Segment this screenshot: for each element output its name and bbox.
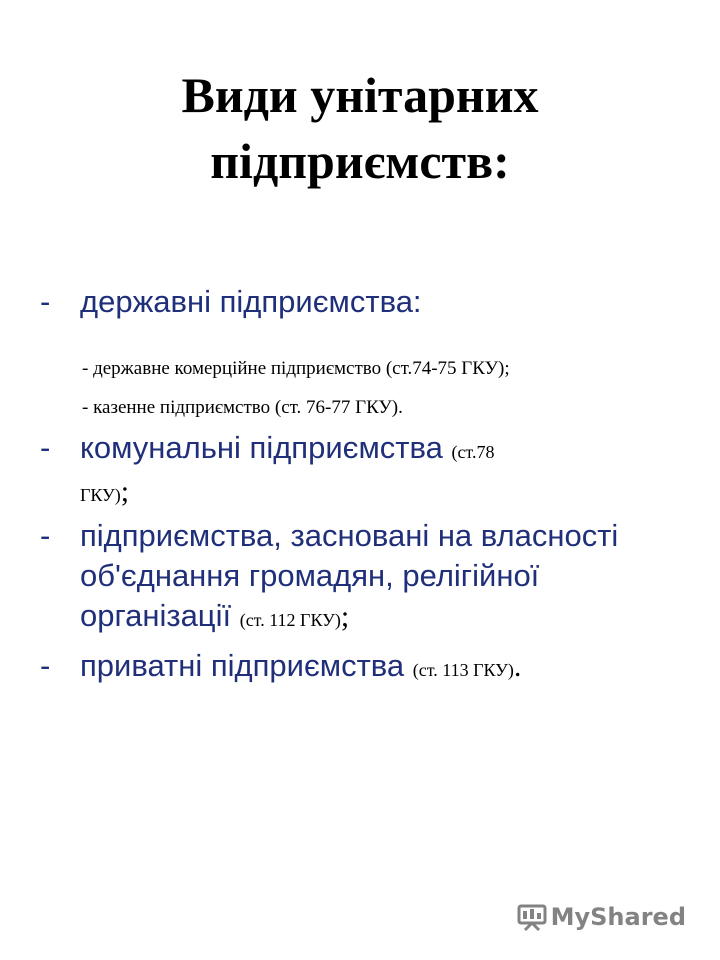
item-punctuation: ; [340,600,350,633]
title-line-1: Види унітарних [181,67,539,123]
presentation-board-icon [517,902,547,932]
slide-title [0,62,720,194]
law-reference: (ст. 112 ГКУ) [239,610,341,630]
list-item-private-enterprises [40,646,680,690]
bullet-list [40,282,680,690]
law-reference: (ст. 113 ГКУ) [412,660,514,680]
item-text: приватні підприємства [80,648,405,683]
item-text: державні підприємства: [80,284,422,319]
list-item-communal-enterprises [40,428,680,510]
subitem-state-owned-enterprise: - казенне підприємство (ст. 76-77 ГКУ). [82,397,403,418]
bullet-dash: - [40,284,51,319]
bullet-dash: - [40,518,51,553]
subitem-commercial-enterprise: - державне комерційне підприємство (ст.74-75 ГКУ); [82,358,510,379]
item-text: підприємства, засновані на власності об'єднання громадян, релігійної організації [80,518,619,633]
list-item-association-enterprises [40,516,680,640]
bullet-dash: - [40,648,51,683]
law-reference-continued: ГКУ) [80,485,121,505]
item-punctuation: . [513,650,522,683]
bullet-dash: - [40,430,51,465]
title-line-2: підприємств: [210,133,510,189]
item-text: комунальні підприємства [80,430,443,465]
law-reference: (ст.78 [451,442,495,462]
list-item-state-enterprises [40,282,680,322]
myshared-watermark [517,902,686,932]
watermark-text: MyShared [550,903,686,931]
item-punctuation: ; [120,475,130,508]
